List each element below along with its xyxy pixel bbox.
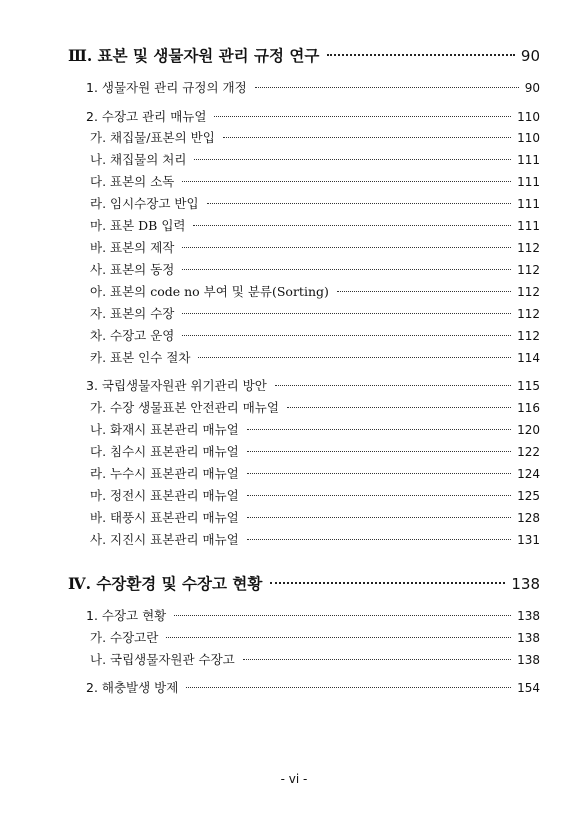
toc-label: 다. 침수시 표본관리 매뉴얼	[90, 444, 239, 459]
dot-leader	[247, 473, 511, 474]
toc-page-number: 154	[517, 681, 540, 695]
toc-item	[90, 282, 540, 300]
toc-label: 사. 지진시 표본관리 매뉴얼	[90, 532, 239, 547]
toc-item	[90, 238, 540, 256]
toc-label: 나. 채집물의 처리	[90, 152, 187, 167]
toc-page-number: 120	[517, 423, 540, 437]
toc-label: 가. 수장고란	[90, 630, 159, 645]
toc-item	[90, 260, 540, 278]
toc-page-number: 110	[517, 110, 540, 124]
dot-leader	[337, 291, 511, 292]
toc-item	[90, 216, 540, 234]
toc-item	[90, 464, 540, 482]
toc-label: 1. 수장고 현황	[86, 608, 167, 623]
dot-leader	[214, 116, 511, 117]
toc-page-number: 122	[517, 445, 540, 459]
toc-item	[90, 420, 540, 438]
toc-page-number: 131	[517, 533, 540, 547]
dot-leader	[270, 582, 505, 584]
toc-label: Ⅲ. 표본 및 생물자원 관리 규정 연구	[68, 46, 320, 65]
toc-page-number: 111	[517, 197, 540, 211]
toc-label: 카. 표본 인수 절차	[90, 350, 191, 365]
toc-page-number: 111	[517, 219, 540, 233]
toc-item	[90, 150, 540, 168]
toc-label: 3. 국립생물자원관 위기관리 방안	[86, 378, 267, 393]
toc-label: 나. 국립생물자원관 수장고	[90, 652, 235, 667]
dot-leader	[186, 687, 511, 688]
toc-page-number: 111	[517, 175, 540, 189]
toc-page-number: 124	[517, 467, 540, 481]
toc-page-number: 115	[517, 379, 540, 393]
toc-item	[90, 398, 540, 416]
toc-item	[90, 442, 540, 460]
toc-chapter-3	[68, 44, 540, 66]
toc-page-number: 112	[517, 285, 540, 299]
toc-label: 라. 누수시 표본관리 매뉴얼	[90, 466, 239, 481]
dot-leader	[243, 659, 511, 660]
toc-item	[90, 172, 540, 190]
toc-label: 2. 해충발생 방제	[86, 680, 179, 695]
dot-leader	[247, 539, 511, 540]
toc-label: 마. 정전시 표본관리 매뉴얼	[90, 488, 239, 503]
dot-leader	[247, 495, 511, 496]
dot-leader	[182, 269, 511, 270]
toc-page-number: 111	[517, 153, 540, 167]
dot-leader	[182, 313, 511, 314]
toc-label: 가. 수장 생물표본 안전관리 매뉴얼	[90, 400, 279, 415]
toc-chapter-4	[68, 572, 540, 594]
toc-item	[90, 508, 540, 526]
dot-leader	[182, 335, 511, 336]
dot-leader	[198, 357, 511, 358]
dot-leader	[174, 615, 511, 616]
toc-page-number: 90	[524, 81, 540, 95]
toc-page-number: 112	[517, 263, 540, 277]
toc-label: 사. 표본의 동정	[90, 262, 175, 277]
toc-page-number: 90	[520, 47, 540, 65]
toc-page-number: 112	[517, 307, 540, 321]
dot-leader	[223, 137, 511, 138]
toc-page-number: 125	[517, 489, 540, 503]
toc-item	[90, 486, 540, 504]
toc-item	[90, 530, 540, 548]
toc-page-number: 138	[517, 653, 540, 667]
toc-label: Ⅳ. 수장환경 및 수장고 현황	[68, 574, 263, 593]
dot-leader	[182, 181, 511, 182]
dot-leader	[182, 247, 511, 248]
toc-item	[90, 194, 540, 212]
toc-section-4-1	[86, 606, 540, 624]
toc-label: 가. 채집물/표본의 반입	[90, 130, 215, 145]
toc-page-number: 138	[511, 575, 540, 593]
toc-label: 다. 표본의 소독	[90, 174, 175, 189]
toc-label: 자. 표본의 수장	[90, 306, 175, 321]
dot-leader	[275, 385, 511, 386]
toc-label: 2. 수장고 관리 매뉴얼	[86, 109, 207, 124]
toc-item	[90, 628, 540, 646]
page-footer: - vi -	[280, 772, 308, 786]
toc-page-number: 128	[517, 511, 540, 525]
dot-leader	[247, 517, 511, 518]
dot-leader	[193, 225, 511, 226]
toc-page-number: 110	[517, 131, 540, 145]
toc-label: 바. 태풍시 표본관리 매뉴얼	[90, 510, 239, 525]
toc-label: 아. 표본의 code no 부여 및 분류(Sorting)	[90, 284, 329, 299]
toc-section-4-2	[86, 678, 540, 696]
toc-section-3-3	[86, 376, 540, 394]
toc-label: 마. 표본 DB 입력	[90, 218, 186, 233]
dot-leader	[247, 451, 511, 452]
toc-item	[90, 348, 540, 366]
toc-page-number: 116	[517, 401, 540, 415]
toc-item	[90, 326, 540, 344]
dot-leader	[327, 54, 515, 56]
toc-page-number: 112	[517, 329, 540, 343]
toc-page-number: 138	[517, 631, 540, 645]
toc-item	[90, 304, 540, 322]
toc-section-3-1	[86, 78, 540, 96]
toc-page-number: 114	[517, 351, 540, 365]
toc-page-number: 138	[517, 609, 540, 623]
toc-label: 차. 수장고 운영	[90, 328, 175, 343]
toc-label: 나. 화재시 표본관리 매뉴얼	[90, 422, 239, 437]
toc-label: 라. 임시수장고 반입	[90, 196, 199, 211]
toc-item	[90, 128, 540, 146]
toc-label: 바. 표본의 제작	[90, 240, 175, 255]
dot-leader	[194, 159, 511, 160]
toc-section-3-2	[86, 107, 540, 125]
dot-leader	[287, 407, 511, 408]
dot-leader	[255, 87, 519, 88]
toc-page-number: 112	[517, 241, 540, 255]
dot-leader	[247, 429, 511, 430]
dot-leader	[207, 203, 512, 204]
toc-label: 1. 생물자원 관리 규정의 개정	[86, 80, 247, 95]
dot-leader	[166, 637, 511, 638]
toc-item	[90, 650, 540, 668]
